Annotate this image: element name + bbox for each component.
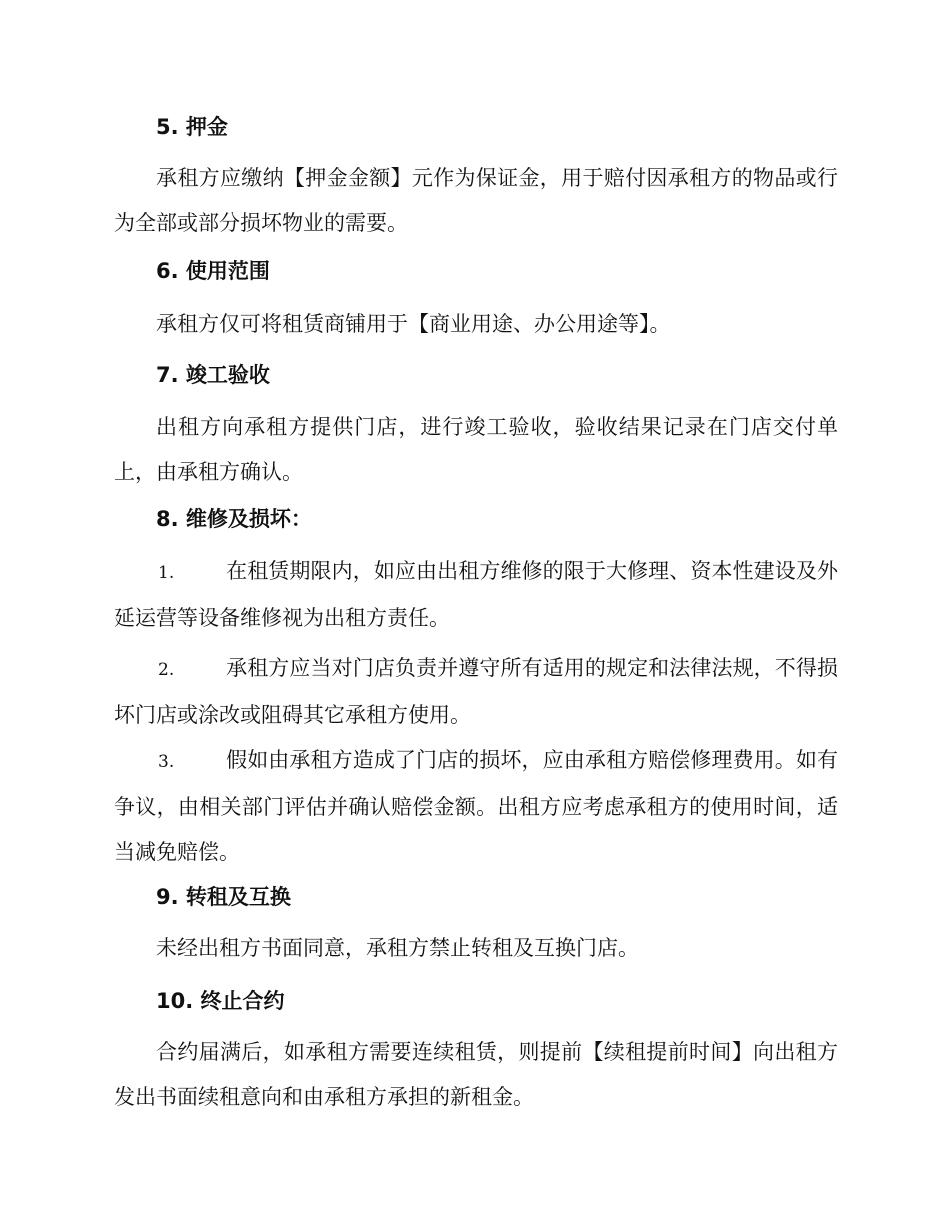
section-8-title: 8. 维修及损坏： bbox=[156, 507, 312, 531]
section-10-title: 10. 终止合约 bbox=[156, 989, 285, 1013]
list-item-text: 假如由承租方造成了门店的损坏，应由承租方赔偿修理费用。如有争议，由相关部门评估并确认赔偿金额。出租方应考虑承租方的使用时间，适当减免赔偿。 bbox=[114, 748, 838, 864]
section-5-title: 5. 押金 bbox=[156, 115, 228, 139]
list-item-text: 承租方应当对门店负责并遵守所有适用的规定和法律法规，不得损坏门店或涂改或阻碍其它承租方使用。 bbox=[114, 656, 838, 727]
section-5-text: 承租方应缴纳【押金金额】元作为保证金，用于赔付因承租方的物品或行为全部或部分损坏物业的需要。 bbox=[114, 166, 838, 235]
list-item-text: 在租赁期限内，如应由出租方维修的限于大修理、资本性建设及外延运营等设备维修视为出租方责任。 bbox=[114, 559, 838, 630]
section-7-title: 7. 竣工验收 bbox=[156, 363, 270, 387]
section-6-text: 承租方仅可将租赁商铺用于【商业用途、办公用途等】。 bbox=[156, 312, 671, 336]
section-7-text: 出租方向承租方提供门店，进行竣工验收，验收结果记录在门店交付单上，由承租方确认。 bbox=[114, 415, 838, 484]
list-item-number: 1. bbox=[158, 563, 175, 583]
list-item bbox=[114, 646, 838, 738]
section-6-title: 6. 使用范围 bbox=[156, 259, 270, 283]
list-item bbox=[114, 738, 838, 875]
section-9-text: 未经出租方书面同意，承租方禁止转租及互换门店。 bbox=[156, 936, 639, 960]
list-item-number: 3. bbox=[158, 752, 175, 772]
list-item-number: 2. bbox=[158, 660, 175, 680]
section-9-title: 9. 转租及互换 bbox=[156, 885, 291, 909]
list-item bbox=[114, 549, 838, 641]
section-10-text: 合约届满后，如承租方需要连续租赁，则提前【续租提前时间】向出租方发出书面续租意向和由承租方承担的新租金。 bbox=[114, 1040, 838, 1109]
